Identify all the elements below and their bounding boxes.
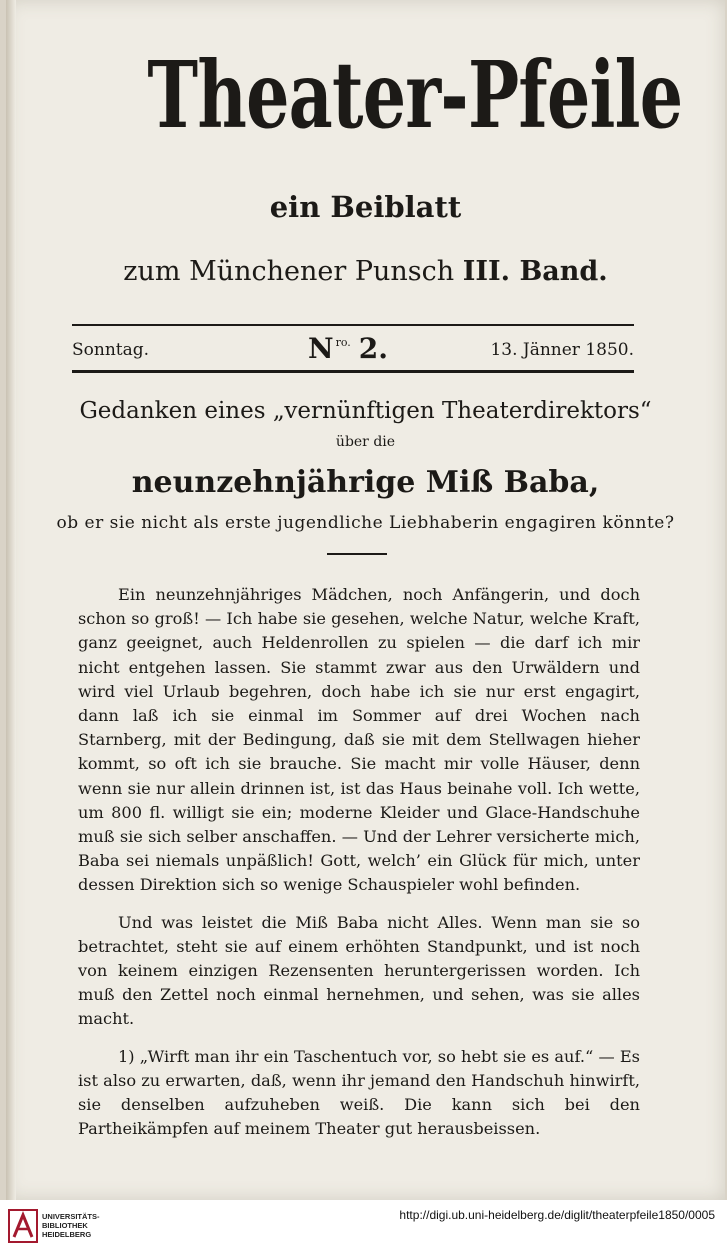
article-heading-line3: neunzehnjährige Miß Baba, [131, 465, 600, 500]
newspaper-page [6, 0, 725, 1200]
masthead-supplement [6, 253, 725, 291]
article-heading-line1: Gedanken eines „vernünftigen Theaterdirektors“ [79, 398, 652, 424]
article-paragraph: 1) „Wirft man ihr ein Taschentuch vor, so hebt sie es auf.“ — Es ist also zu erwarten, daß, wenn ihr jemand den Handschuh hinwirft, sie denselben aufzuheben weiß. Die kann sich bei den Partheikämpfen auf meinem Theater gut herausbeissen. [78, 1046, 640, 1139]
library-name-line: UNIVERSITÄTS- [42, 1212, 100, 1221]
issue-day: Sonntag. [72, 340, 150, 360]
article-heading-line2: über die [335, 434, 396, 450]
issue-number [308, 332, 388, 365]
masthead-title: Theater-Pfeile [147, 41, 683, 149]
article-paragraph: Und was leistet die Miß Baba nicht Alles. Wenn man sie so betrachtet, steht sie auf einem erhöhten Standpunkt, und ist noch von keinem einzigen Rezensenten heruntergerissen worden. Ich muß den Zettel noch einmal hernehmen, und sehen, was sie alles macht. [78, 912, 640, 1029]
volume-label: III. Band. [462, 256, 608, 287]
issue-info-row [72, 332, 634, 368]
library-name-line: BIBLIOTHEK [42, 1221, 88, 1230]
masthead-subtitle: ein Beiblatt [269, 190, 462, 224]
permalink-url[interactable]: http://digi.ub.uni-heidelberg.de/diglit/theaterpfeile1850/0005 [399, 1208, 715, 1222]
page-binding-edge [6, 0, 16, 1200]
bottom-rule [72, 370, 634, 373]
article-paragraph: Ein neunzehnjähriges Mädchen, noch Anfängerin, und doch schon so groß! — Ich habe sie gesehen, welche Natur, welche Kraft, ganz geeignet, auch Heldenrollen zu spielen — die darf ich mir nicht entgehen lassen. Sie stammt zwar aus den Urwäldern und wird viel Urlaub begehren, doch habe ich sie nur erst engagirt, dann laß ich sie einmal im Sommer auf drei Wochen nach Starnberg, mit der Bedingung, daß sie mit dem Stellwagen hieher kommt, so oft ich sie brauche. Sie macht mir volle Häuser, denn wenn sie nur allein drinnen ist, ist das Haus beinahe voll. Ich wette, um 800 fl. willigt sie ein; moderne Kleider und Glace-Handschuhe muß sie sich selber anschaffen. — Und der Lehrer versicherte mich, Baba sei niemals unpäßlich! Gott, welch’ ein Glück für mich, unter dessen Direktion sich so wenige Schauspieler wohl befinden. [78, 585, 640, 895]
issue-number-sup: ro. [335, 336, 351, 349]
top-rule [72, 324, 634, 326]
issue-number-value: 2. [358, 332, 389, 365]
issue-number-prefix: N [308, 332, 334, 365]
article-heading-line4: ob er sie nicht als erste jugendliche Liebhaberin engagiren könnte? [56, 513, 675, 533]
ub-heidelberg-logo-icon[interactable] [8, 1209, 38, 1243]
library-name-line: HEIDELBERG [42, 1230, 92, 1239]
heading-divider [327, 553, 387, 555]
supplement-prefix: zum Münchener Punsch [123, 256, 463, 287]
issue-date: 13. Jänner 1850. [490, 340, 634, 360]
article-body [78, 583, 640, 1154]
viewer-footer [0, 1200, 727, 1252]
library-name [42, 1212, 100, 1239]
